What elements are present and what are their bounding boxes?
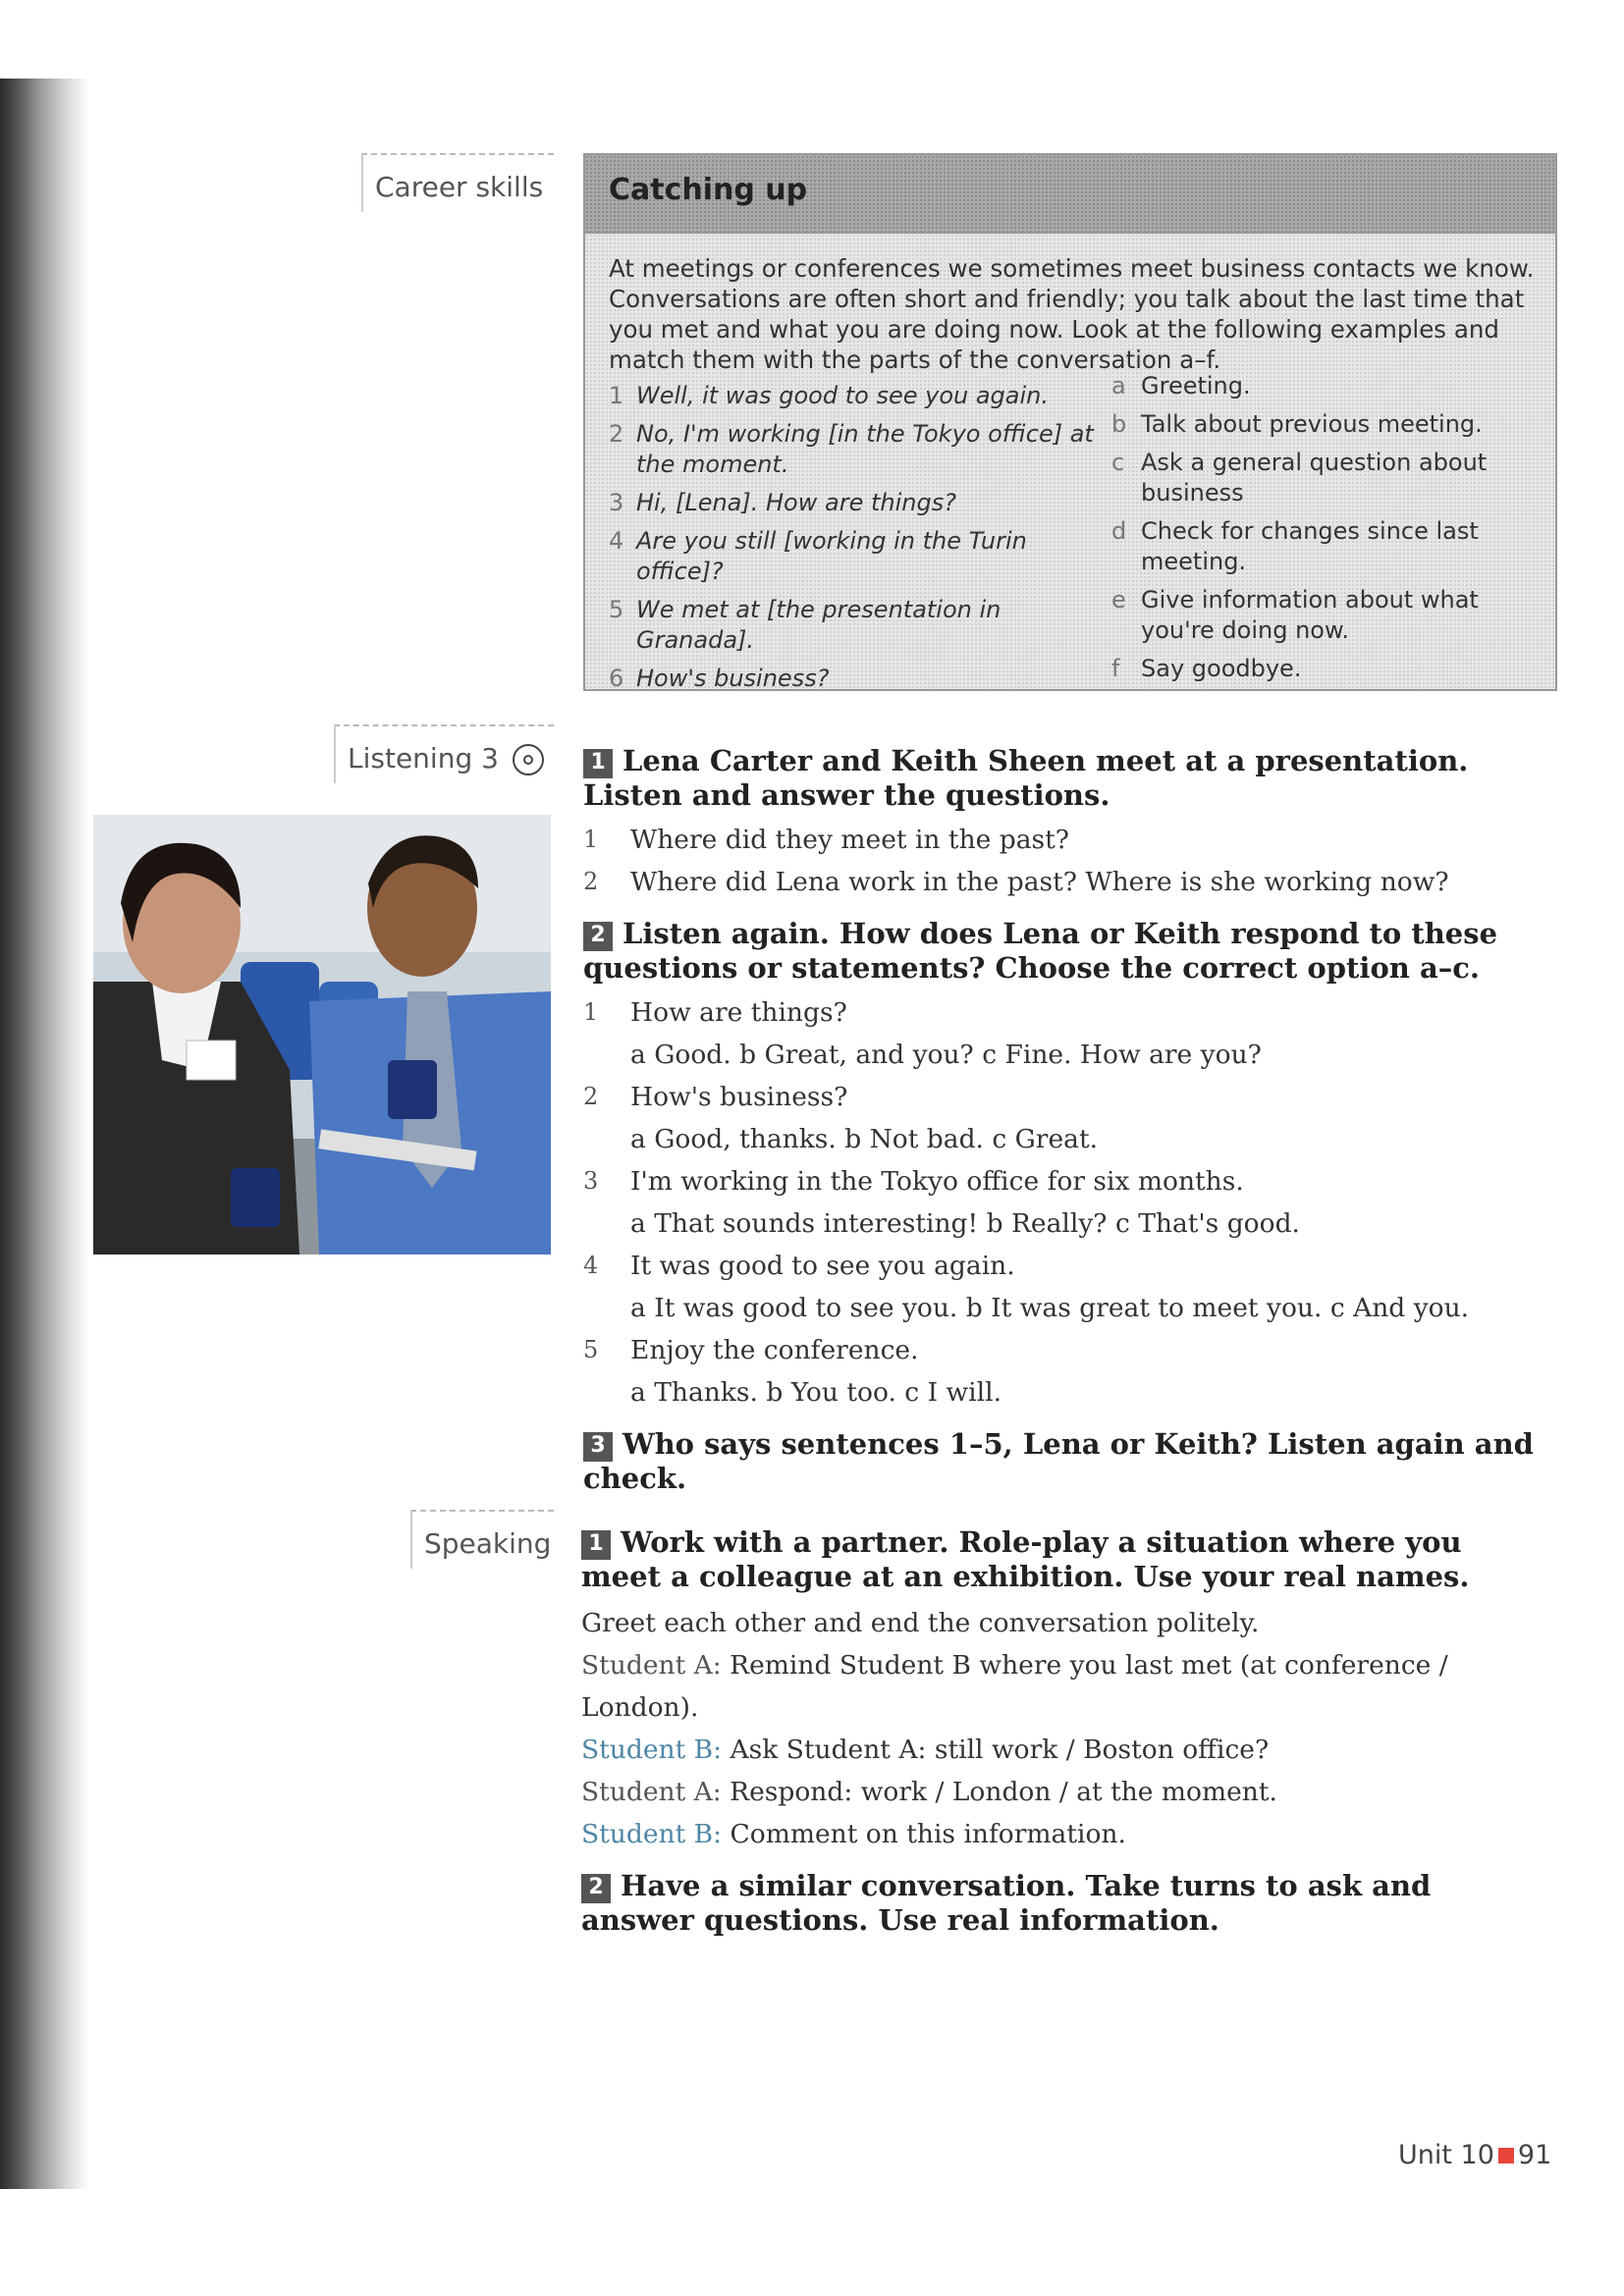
role-line: Student A: Remind Student B where you last met (at conference / London). [581,1650,1448,1723]
speaking-ex1-heading: 1 Work with a partner. Role-play a situation where you meet a colleague at an exhibition. Use your real names. [581,1525,1470,1593]
page-footer [1398,2140,1551,2170]
phrase-item: 2 No, I'm working [in the Tokyo office] at the moment. [609,420,1094,478]
phrase-item: 1 Well, it was good to see you again. [609,382,1049,409]
answer-options: a Good, thanks. b Not bad. c Great. [630,1124,1099,1154]
answer-options: a It was good to see you. b It was great to meet you. c And you. [630,1293,1470,1323]
phrase-list [609,381,1100,702]
role-line: Student B: Ask Student A: still work / Boston office? [581,1735,1270,1765]
question-item: 2 Where did Lena work in the past? Where is she working now? [583,867,1449,897]
role-line: Student B: Comment on this information. [581,1819,1126,1849]
answer-options: a Good. b Great, and you? c Fine. How are you? [630,1040,1262,1070]
part-item: c Ask a general question about business [1111,449,1488,507]
photo-illustration [93,815,551,1255]
phrase-item: 5 We met at [the presentation in Granada]. [609,596,1001,654]
exercise-number: 1 [583,749,613,778]
exercise-number: 3 [583,1432,613,1462]
phrase-item: 4 Are you still [working in the Turin office]? [609,527,1027,585]
catching-up-box [583,153,1557,691]
unit-label: Unit 10 [1398,2140,1494,2170]
photo-business-people [93,815,551,1255]
listening-ex2-heading: 2 Listen again. How does Lena or Keith respond to these questions or statements? Choose the correct option a–c. [583,917,1498,985]
speaking-label [410,1510,554,1569]
speaking-ex2-heading: 2 Have a similar conversation. Take turns to ask and answer questions. Use real information. [581,1869,1432,1937]
exercise-number: 2 [583,922,613,951]
part-item: b Talk about previous meeting. [1111,410,1483,438]
cd-icon[interactable] [513,744,544,775]
career-skills-label [361,153,554,212]
statement-item: 4 It was good to see you again. [583,1251,1015,1281]
statement-item: 2 How's business? [583,1082,848,1112]
part-item: d Check for changes since last meeting. [1111,517,1479,575]
listening-label [334,724,554,783]
exercise-number: 1 [581,1530,611,1560]
part-item: f Say goodbye. [1111,655,1302,682]
part-list [1111,371,1524,692]
listening-text: Listening 3 [348,742,499,774]
listening-exercises [583,744,1545,1496]
answer-options: a That sounds interesting! b Really? c That's good. [630,1208,1300,1239]
box-title: Catching up [585,155,1555,234]
exercise-number: 2 [581,1874,611,1903]
page-number: 91 [1517,2140,1552,2170]
statement-item: 3 I'm working in the Tokyo office for six months. [583,1166,1244,1197]
book-spine-shadow [0,79,88,2189]
part-item: e Give information about what you're doing now. [1111,586,1479,644]
question-item: 1 Where did they meet in the past? [583,825,1069,855]
box-intro: At meetings or conferences we sometimes meet business contacts we know. Conversations are often short and friendly; you talk about the last time that you met and what you are doing now. Look at the following examples and match them with the parts of the conversation a–f. [609,254,1535,374]
speaking-intro: Greet each other and end the conversation politely. [581,1608,1260,1638]
speaking-exercises [581,1525,1543,1938]
phrase-item: 3 Hi, [Lena]. How are things? [609,489,956,516]
answer-options: a Thanks. b You too. c I will. [630,1377,1001,1408]
listening-ex3-heading: 3 Who says sentences 1–5, Lena or Keith? Listen again and check. [583,1427,1534,1495]
listening-ex1-heading: 1 Lena Carter and Keith Sheen meet at a presentation. Listen and answer the questions. [583,744,1469,812]
career-skills-text: Career skills [375,171,544,203]
statement-item: 1 How are things? [583,997,847,1028]
role-line: Student A: Respond: work / London / at the moment. [581,1777,1277,1807]
speaking-text: Speaking [424,1527,552,1560]
phrase-item: 6 How's business? [609,665,830,692]
statement-item: 5 Enjoy the conference. [583,1335,919,1365]
part-item: a Greeting. [1111,372,1251,400]
page-marker-square [1498,2148,1514,2163]
